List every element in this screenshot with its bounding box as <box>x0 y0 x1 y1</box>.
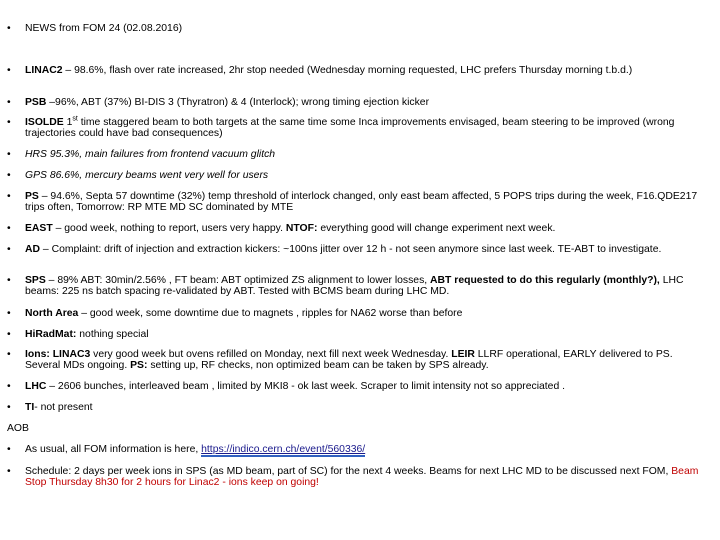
item-ions <box>7 349 707 371</box>
isolde-pre: 1 <box>63 117 73 128</box>
ad-text: – Complaint: drift of injection and extraction kickers: ~100ns jitter over 12 h - not seen anymore since last week. TE-ABT to investigate. <box>40 244 662 255</box>
leir-label: LEIR <box>451 349 475 360</box>
lhc-label: LHC <box>25 381 47 392</box>
ps-label: PS <box>25 191 39 202</box>
linac2-text: – 98.6%, flash over rate increased, 2hr stop needed (Wednesday morning requested, LHC prefers Thursday morning t.b.d.) <box>62 65 633 76</box>
ti-label: TI <box>25 402 35 413</box>
psb-label: PSB <box>25 97 47 108</box>
fom-info-text: As usual, all FOM information is here, <box>25 444 202 455</box>
item-gps <box>7 170 707 181</box>
schedule-text: Schedule: 2 days per week ions in SPS (as MD beam, part of SC) for the next 4 weeks. Beams for next LHC MD to be discussed next FOM, <box>25 466 672 477</box>
bullet: • <box>7 329 11 340</box>
item-ad <box>7 244 707 255</box>
item-hiradmat <box>7 329 707 340</box>
item-lhc <box>7 381 707 392</box>
ions-text-1: very good week but ovens refilled on Monday, next fill next week Wednesday. <box>90 349 452 360</box>
bullet: • <box>7 402 11 413</box>
bullet: • <box>7 117 11 128</box>
item-schedule <box>7 466 707 488</box>
bullet: • <box>7 466 11 477</box>
item-north-area <box>7 308 707 319</box>
bullet: • <box>7 97 11 108</box>
hiradmat-text: nothing special <box>76 329 149 340</box>
ions-text-3: setting up, RF checks, non optimized beam can be taken by SPS already. <box>147 360 489 371</box>
fom-info-link[interactable]: https://indico.cern.ch/event/560336/ <box>201 444 366 455</box>
gps-text: GPS 86.6%, mercury beams went very well for users <box>25 170 269 181</box>
item-news-title <box>7 23 707 34</box>
ions-label: Ions: LINAC3 <box>25 349 91 360</box>
isolde-label: ISOLDE <box>25 117 64 128</box>
item-east <box>7 223 707 234</box>
ti-text: - not present <box>34 402 93 413</box>
ps-text: – 94.6%, Septa 57 downtime (32%) temp threshold of interlock changed, only east beam affected, 5 POPS trips during the week, F16.QDE217 trips often, Tomorrow: RP MTE MD SC dominated by MTE <box>25 191 698 213</box>
aob-heading: AOB <box>7 423 29 434</box>
bullet: • <box>7 65 11 76</box>
item-hrs <box>7 149 707 160</box>
schedule-red-text: Beam Stop Thursday 8h30 for 2 hours for Linac2 - ions keep on going! <box>25 466 699 488</box>
item-linac2 <box>7 65 707 76</box>
news-title: NEWS from FOM 24 (02.08.2016) <box>25 23 183 34</box>
bullet: • <box>7 244 11 255</box>
item-sps <box>7 275 707 297</box>
bullet: • <box>7 381 11 392</box>
bullet: • <box>7 349 11 360</box>
bullet: • <box>7 444 11 455</box>
hrs-text: HRS 95.3%, main failures from frontend vacuum glitch <box>25 149 276 160</box>
bullet: • <box>7 170 11 181</box>
item-ps <box>7 191 707 213</box>
psb-text: –96%, ABT (37%) BI-DIS 3 (Thyratron) & 4 (Interlock); wrong timing ejection kicker <box>46 97 430 108</box>
item-psb <box>7 97 707 108</box>
ad-label: AD <box>25 244 41 255</box>
sps-text-1: – 89% ABT: 30min/2.56% , FT beam: ABT optimized ZS alignment to lower losses, <box>45 275 431 286</box>
north-label: North Area <box>25 308 79 319</box>
sps-label: SPS <box>25 275 46 286</box>
item-isolde <box>7 117 707 139</box>
ntof-label: NTOF: <box>285 223 318 234</box>
hiradmat-label: HiRadMat: <box>25 329 77 340</box>
isolde-text: time staggered beam to both targets at the same time some Inca improvements envisaged, beam steering to be improved (wrong trajectories could have bad consequences) <box>25 117 675 139</box>
north-text: – good week, some downtime due to magnets , ripples for NA62 worse than before <box>78 308 463 319</box>
bullet: • <box>7 23 11 34</box>
ions-ps-label: PS: <box>130 360 148 371</box>
bullet: • <box>7 223 11 234</box>
item-fom-info <box>7 444 707 455</box>
ntof-text: everything good will change experiment next week. <box>317 223 556 234</box>
sps-text-2: LHC beams: 225 ns batch spacing re-validated by ABT. Tested with BCMS beam during LHC MD. <box>25 275 684 297</box>
linac2-label: LINAC2 <box>25 65 63 76</box>
east-label: EAST <box>25 223 53 234</box>
ions-text-2: LLRF operational, EARLY delivered to PS. Several MDs ongoing. <box>25 349 673 371</box>
bullet: • <box>7 191 11 202</box>
lhc-text: – 2606 bunches, interleaved beam , limited by MKI8 - ok last week. Scraper to limit intensity not so appreciated . <box>46 381 565 392</box>
isolde-sup: st <box>72 115 78 123</box>
bullet: • <box>7 275 11 286</box>
sps-bold: ABT requested to do this regularly (monthly?), <box>430 275 660 286</box>
item-ti <box>7 402 707 413</box>
bullet: • <box>7 308 11 319</box>
east-text: – good week, nothing to report, users very happy. <box>52 223 286 234</box>
bullet: • <box>7 149 11 160</box>
